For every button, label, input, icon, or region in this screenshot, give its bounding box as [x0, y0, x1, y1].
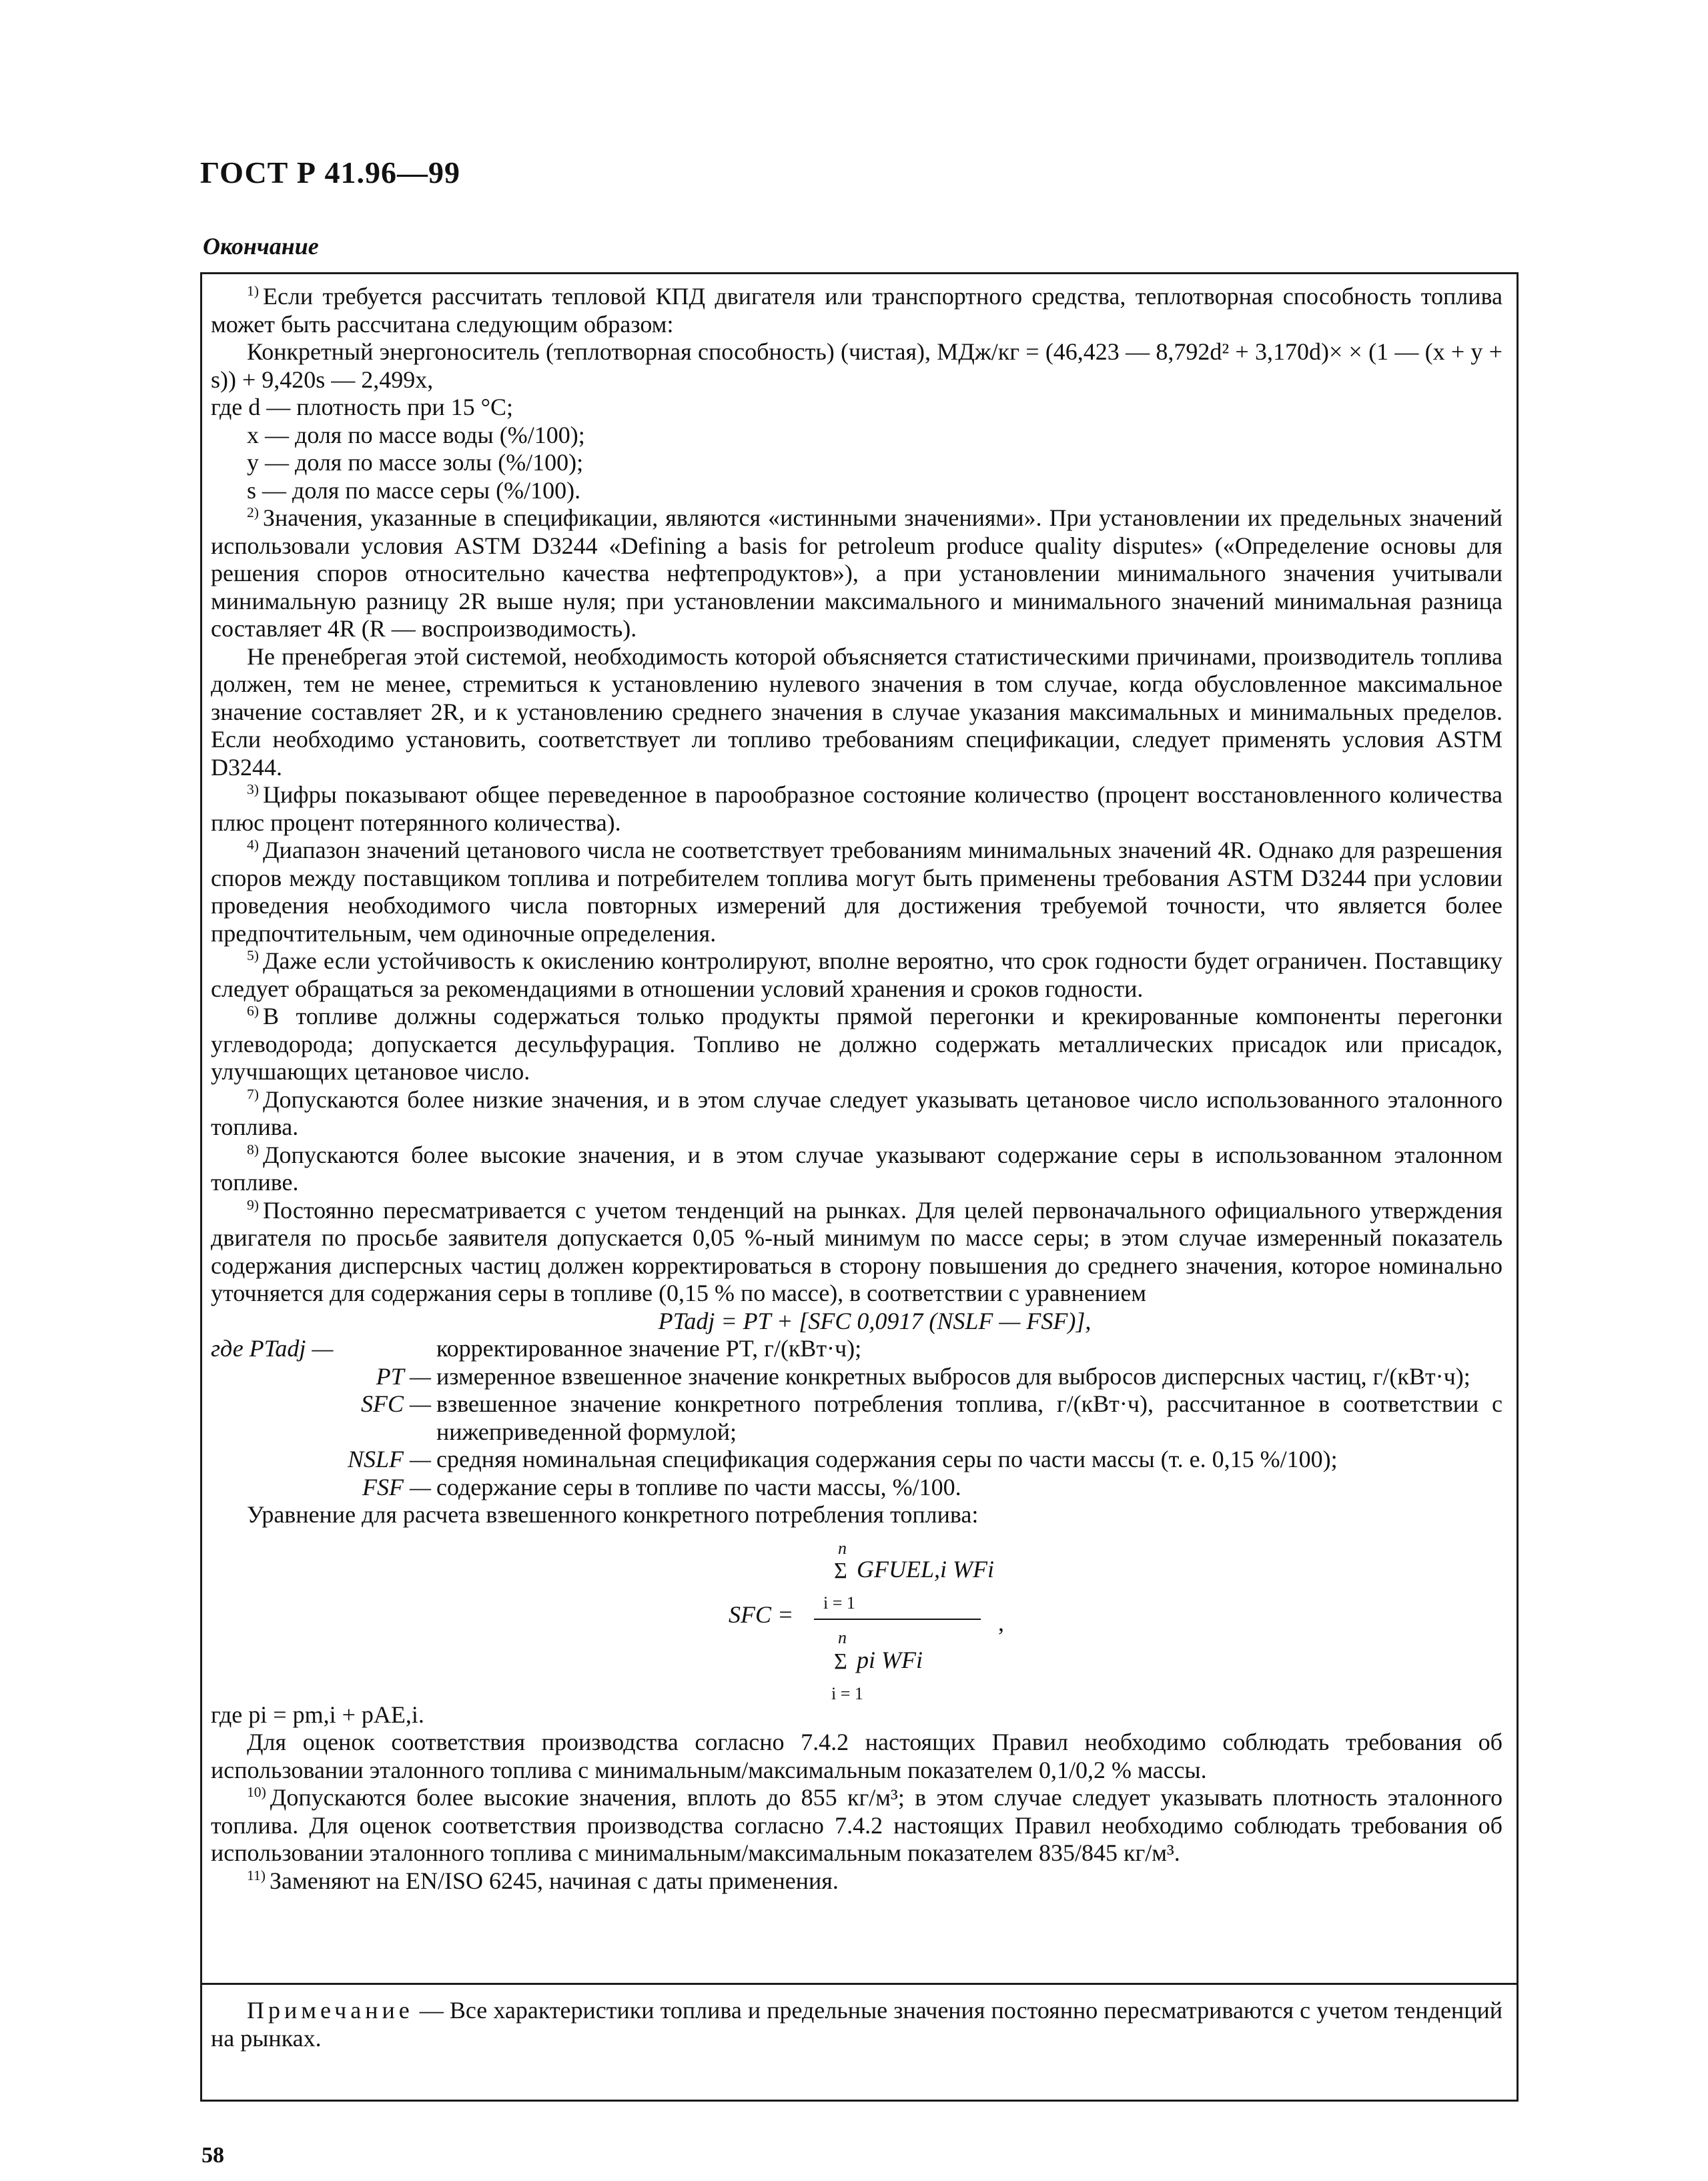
- footnote-1-formula: Конкретный энергоноситель (теплотворная способность) (чистая), МДж/кг = (46,423 — 8,792d² + 3,170d)× × (1 — (x + y + s)) + 9,420s — 2,499x,: [211, 338, 1503, 393]
- pt-adj-formula: [211, 1308, 1503, 1336]
- footnote-text: Диапазон значений цетанового числа не соответствует требованиям минимальных значений 4R. Однако для разрешения споров между поставщиком топлива и потребителем топлива могут быть применены требования ASTM D3244 при условии проведения необходимого числа повторных измерений для достижения требуемой точности, что является более предпочтительным, чем одиночные определения.: [211, 837, 1503, 947]
- footnote-1-x: x — доля по массе воды (%/100);: [247, 421, 585, 448]
- footnote-marker: 7): [247, 1085, 259, 1102]
- definition-symbol: NSLF —: [347, 1446, 431, 1472]
- definition-symbol: FSF —: [362, 1473, 431, 1500]
- footnote-text: Допускаются более низкие значения, и в этом случае следует указывать цетановое число использованного эталонного топлива.: [211, 1085, 1503, 1140]
- footnote-2: [211, 504, 1503, 643]
- footnote-5: [211, 947, 1503, 1003]
- table-continuation-label: Окончание: [203, 233, 319, 260]
- definition-text: средняя номинальная спецификация содержания серы по части массы (т. е. 0,15 %/100);: [436, 1446, 1338, 1472]
- definition-text: содержание серы в топливе по части массы, %/100.: [436, 1473, 961, 1500]
- definition-row: [211, 1474, 1503, 1502]
- sfc-formula: [211, 1535, 1503, 1701]
- numerator-term: GFUEL,i WFi: [857, 1555, 994, 1583]
- footnote-marker: 4): [247, 837, 259, 853]
- footnote-text: Допускаются более высокие значения, вплоть до 855 кг/м³; в этом случае следует указывать плотность эталонного топлива. Для оценок соответствия производства согласно 7.4.2 настоящих Правил необходимо соблюдать требования об использовании эталонного топлива с минимальным/максимальным показателем 835/845 кг/м³.: [211, 1784, 1503, 1866]
- sum-upper-limit: n: [838, 1627, 847, 1647]
- footnote-text: Даже если устойчивость к окислению контролируют, вполне вероятно, что срок годности будет ограничен. Поставщику следует обращаться за рекомендациями в отношении условий хранения и сроков годности.: [211, 947, 1503, 1002]
- definition-symbol: SFC —: [360, 1390, 431, 1417]
- footnote-1-s: s — доля по массе серы (%/100).: [247, 476, 581, 504]
- footnote-marker: 2): [247, 504, 259, 520]
- footnote-2-continuation: Не пренебрегая этой системой, необходимость которой объясняется статистическими причинами, производитель топлива должен, тем не менее, стремиться к установлению нулевого значения в том случае, когда обусловленное максимальное значение составляет 2R, и к установлению среднего значения в случае указания максимальных и минимальных пределов. Если необходимо установить, соответствует ли топливо требованиям спецификации, следует применять условия ASTM D3244.: [211, 642, 1503, 781]
- footnote-1: [211, 283, 1503, 338]
- footnotes-section: [211, 283, 1503, 1895]
- note-text: [211, 1996, 1503, 2052]
- footnote-text: Цифры показывают общее переведенное в парообразное состояние количество (процент восстановленного количества плюс процент потерянного количества).: [211, 781, 1503, 836]
- footnote-marker: 11): [247, 1867, 266, 1883]
- footnote-9-after: Для оценок соответствия производства согласно 7.4.2 настоящих Правил необходимо соблюдать требования об использовании эталонного топлива с минимальным/максимальным показателем 0,1/0,2 % массы.: [211, 1729, 1503, 1783]
- definition-row: [211, 1446, 1503, 1474]
- definition-row: [211, 1390, 1503, 1446]
- sum-sigma: Σ: [834, 1558, 847, 1583]
- sum-lower-limit: i = 1: [831, 1683, 863, 1703]
- footnote-marker: 10): [247, 1784, 266, 1800]
- fraction-numerator: [814, 1535, 1007, 1613]
- definition-row: [211, 1363, 1503, 1391]
- footnote-marker: 6): [247, 1003, 259, 1019]
- definition-text: измеренное взвешенное значение конкретных выбросов для выбросов дисперсных частиц, г/(кВт·ч);: [436, 1362, 1470, 1390]
- footnote-11: [211, 1867, 1503, 1895]
- footnote-text: Заменяют на EN/ISO 6245, начиная с даты применения.: [269, 1867, 839, 1894]
- document-header: ГОСТ Р 41.96—99: [200, 155, 460, 189]
- formula-rhs: = PT + [SFC 0,0917 (NSLF — FSF)],: [721, 1307, 1092, 1334]
- definition-text: корректированное значение PT, г/(кВт·ч);: [436, 1335, 862, 1362]
- footnote-4: [211, 837, 1503, 947]
- footnote-7: [211, 1086, 1503, 1142]
- sfc-equation-intro: Уравнение для расчета взвешенного конкретного потребления топлива:: [247, 1501, 979, 1528]
- footnote-1-where: где d — плотность при 15 °С;: [211, 394, 513, 420]
- formula-comma: ,: [998, 1609, 1004, 1636]
- footnote-marker: 1): [247, 283, 259, 299]
- footnote-marker: 9): [247, 1196, 259, 1213]
- footnote-8: [211, 1142, 1503, 1197]
- sfc-lhs: SFC =: [729, 1601, 794, 1628]
- footnote-marker: 5): [247, 947, 259, 963]
- footnote-text: Значения, указанные в спецификации, являются «истинными значениями». При установлении их предельных значений использовали условия ASTM D3244 «Defining a basis for petroleum produce quality disputes» («Определение основы для решения споров относительно качества нефтепродуктов»), а при установлении минимального значения учитывали минимальную разницу 2R выше нуля; при установлении максимального и минимального значений минимальная разница составляет 4R (R — воспроизводимость).: [211, 504, 1503, 642]
- footnote-marker: 8): [247, 1141, 259, 1158]
- footnote-text: В топливе должны содержаться только продукты прямой перегонки и крекированные компоненты перегонки углеводорода; допускается десульфурация. Топливо не должно содержать металлических присадок или присадок, улучшающих цетановое число.: [211, 1003, 1503, 1085]
- footnote-6: [211, 1003, 1503, 1086]
- footnote-text: Если требуется рассчитать тепловой КПД двигателя или транспортного средства, теплотворная способность топлива может быть рассчитана следующим образом:: [211, 283, 1503, 338]
- footnote-text: Постоянно пересматривается с учетом тенденций на рынках. Для целей первоначального официального утверждения двигателя по просьбе заявителя допускается 0,05 %-ный минимум по массе серы; в этом случае измеренный показатель содержания дисперсных частиц должен корректироваться в сторону повышения до среднего значения, которое номинально уточняется для содержания серы в топливе (0,15 % по массе), в соответствии с уравнением: [211, 1196, 1503, 1306]
- footnote-1-y: y — доля по массе золы (%/100);: [247, 449, 584, 476]
- denominator-term: pi WFi: [857, 1646, 923, 1673]
- footnote-9: [211, 1197, 1503, 1308]
- fraction-denominator: [814, 1619, 1007, 1703]
- definition-text: взвешенное значение конкретного потребления топлива, г/(кВт·ч), рассчитанное в соответствии с нижеприведенной формулой;: [436, 1390, 1503, 1445]
- definition-symbol: где PTadj —: [211, 1335, 334, 1362]
- page-number: 58: [201, 2143, 224, 2168]
- sum-upper-limit: n: [838, 1538, 847, 1558]
- footnote-text: Допускаются более высокие значения, и в этом случае указывают содержание серы в использованном эталонном топливе.: [211, 1141, 1503, 1196]
- definition-row: [211, 1335, 1503, 1363]
- note-label: Примечание: [247, 1997, 414, 2024]
- definition-symbol: PT —: [376, 1362, 431, 1390]
- footnote-marker: 3): [247, 781, 259, 797]
- formula-definitions: [211, 1335, 1503, 1501]
- note-body: — Все характеристики топлива и предельные значения постоянно пересматриваются с учетом тенденций на рынках.: [211, 1997, 1503, 2052]
- footnote-3: [211, 781, 1503, 837]
- sfc-where: где pi = pm,i + pAE,i.: [211, 1701, 424, 1728]
- sum-lower-limit: i = 1: [823, 1593, 855, 1613]
- formula-lhs: PTadj: [658, 1307, 715, 1334]
- footnote-10: [211, 1784, 1503, 1867]
- sum-sigma: Σ: [834, 1649, 847, 1674]
